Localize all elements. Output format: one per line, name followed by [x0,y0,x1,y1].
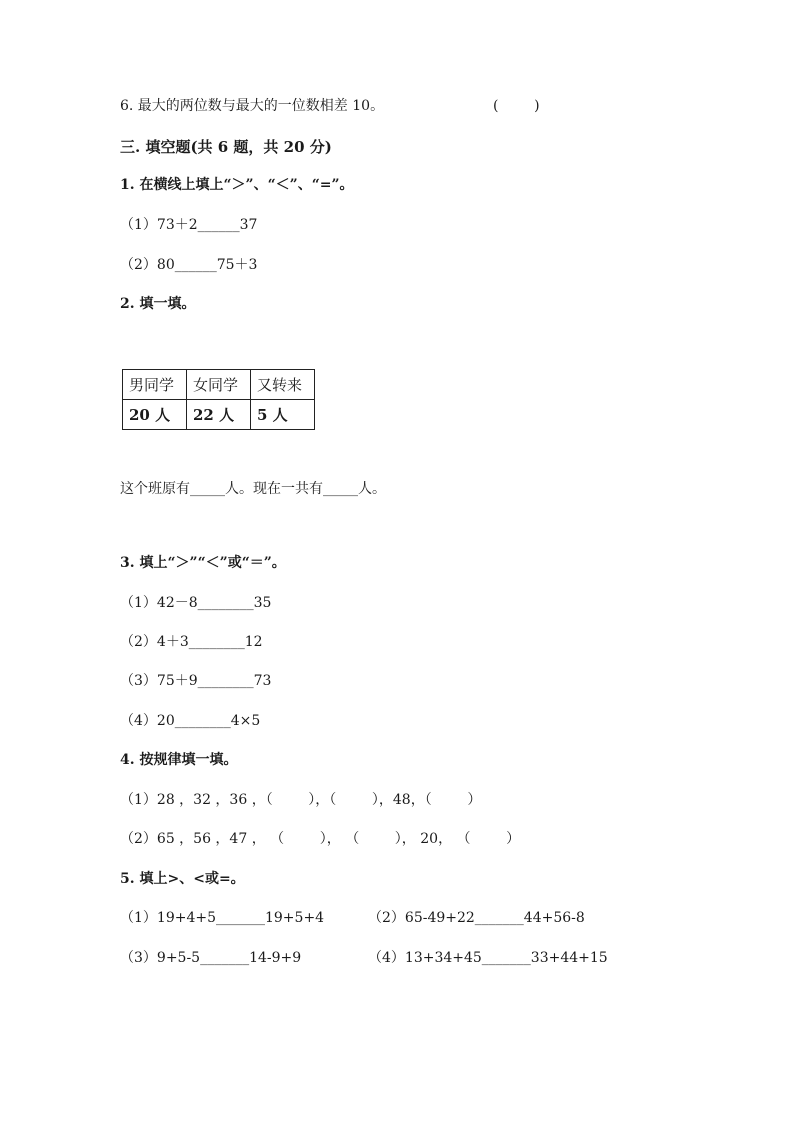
table-cell-transferred: 5 人 [251,400,315,430]
table-row [123,370,315,400]
student-table [122,369,315,430]
problem-3-item: （2）4＋3________12 [120,634,263,650]
question-6-text: 6. 最大的两位数与最大的一位数相差 10。 [120,98,385,114]
problem-2-sentence: 这个班原有_____人。现在一共有_____人。 [120,481,386,497]
problem-4-item: （2）65 ，56 ，47 ， （ ）， （ ）， 20， （ ） [120,831,521,847]
answer-parentheses: ( ) [493,98,540,114]
problem-2-title: 2. 填一填。 [120,296,196,312]
problem-1-item: （2）80______75＋3 [120,257,258,273]
table-header-transferred: 又转来 [251,370,315,400]
problem-5-title: 5. 填上>、<或=。 [120,871,245,887]
problem-5-item: （2）65-49+22_______44+56-8 [368,910,585,926]
problem-1-item: （1）73＋2______37 [120,217,258,233]
table-header-boys: 男同学 [123,370,187,400]
table-row [123,400,315,430]
problem-5-item: （1）19+4+5_______19+5+4 [120,910,325,926]
problem-1-title: 1. 在横线上填上“＞”、“＜”、“=”。 [120,177,354,193]
problem-3-item: （3）75＋9________73 [120,673,272,689]
problem-5-item: （3）9+5-5_______14-9+9 [120,950,302,966]
problem-5-item: （4）13+34+45_______33+44+15 [368,950,608,966]
problem-3-item: （4）20________4×5 [120,713,261,729]
table-cell-boys: 20 人 [123,400,187,430]
section-title: 三. 填空题(共 6 题，共 20 分) [120,138,332,156]
problem-3-title: 3. 填上“＞”“＜”或“＝”。 [120,555,286,571]
table-header-girls: 女同学 [187,370,251,400]
problem-4-title: 4. 按规律填一填。 [120,752,238,768]
problem-4-item: （1）28 ，32 ，36 ，（ ），（ ），48，（ ） [120,792,482,808]
problem-3-item: （1）42－8________35 [120,595,272,611]
table-cell-girls: 22 人 [187,400,251,430]
